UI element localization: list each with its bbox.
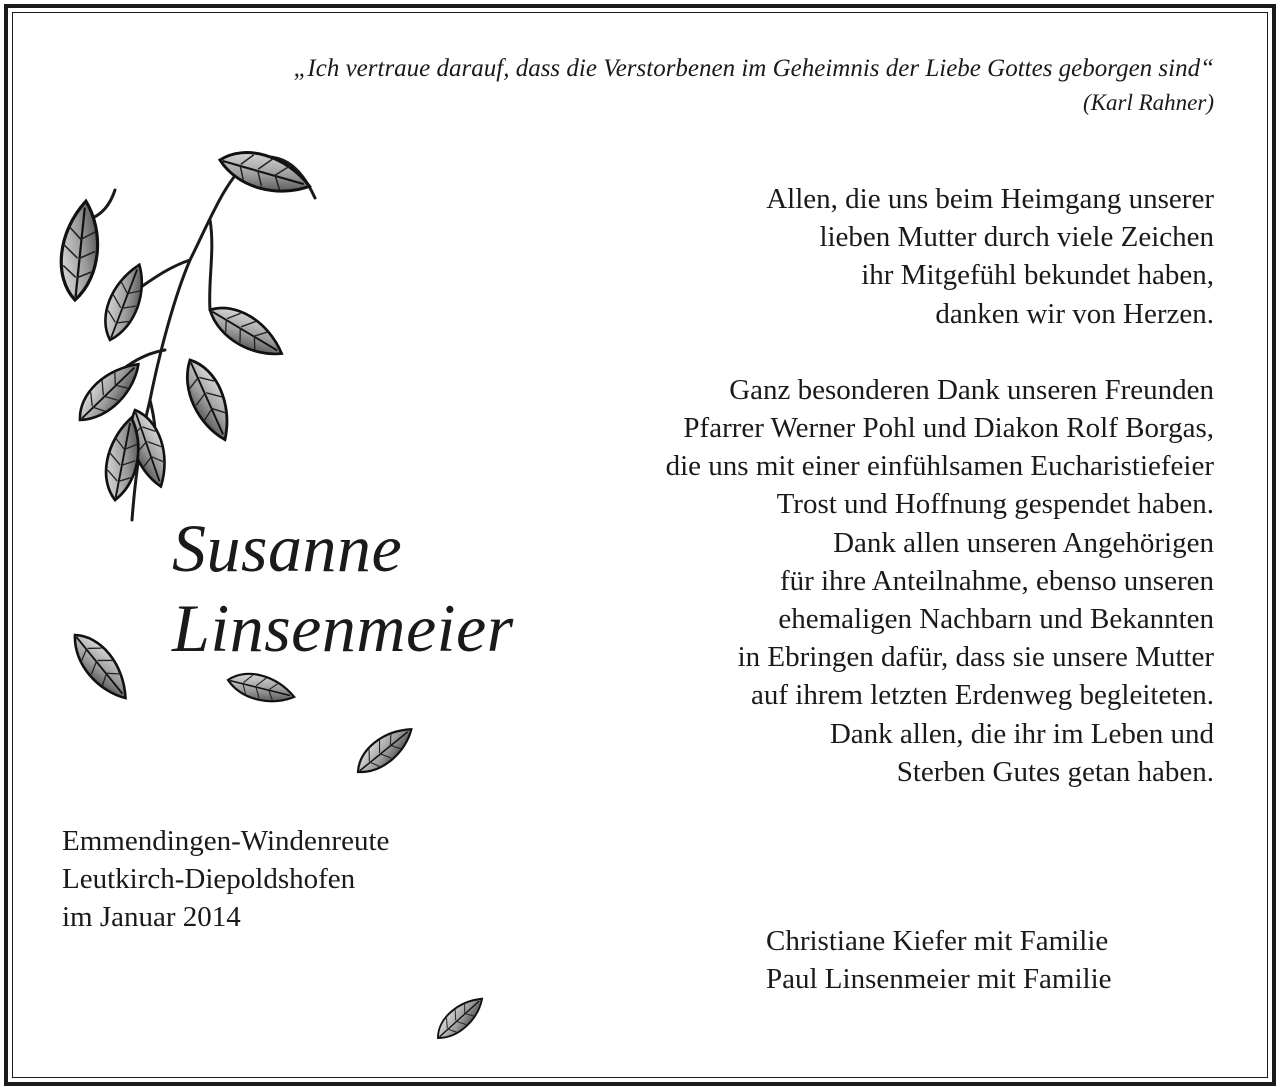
text-line: in Ebringen dafür, dass sie unsere Mutter [737, 641, 1214, 674]
thanks-paragraph-2 [514, 371, 1214, 791]
text-line: lieben Mutter durch viele Zeichen [819, 221, 1214, 254]
text-line: Ganz besonderen Dank unseren Freunden [729, 373, 1214, 406]
first-name: Susanne [172, 510, 403, 586]
text-line: Dank allen unseren Angehörigen [833, 526, 1214, 559]
text-line: die uns mit einer einfühlsamen Eucharistiefeier [665, 450, 1214, 483]
date-line: im Januar 2014 [62, 901, 241, 933]
thanks-paragraph-1 [514, 180, 1214, 333]
text-line: Sterben Gutes getan haben. [896, 755, 1214, 788]
thanks-text [514, 180, 1214, 791]
quote-block [64, 52, 1214, 120]
text-line: Trost und Hoffnung gespendet haben. [776, 488, 1214, 521]
last-name: Linsenmeier [172, 590, 514, 666]
signers [766, 922, 1112, 998]
text-line: Allen, die uns beim Heimgang unserer [766, 183, 1214, 215]
text-line: Dank allen, die ihr im Leben und [829, 717, 1214, 750]
text-line: für ihre Anteilnahme, ebenso unseren [779, 564, 1214, 597]
quote-author: (Karl Rahner) [1083, 90, 1214, 115]
text-line: ehemaligen Nachbarn und Bekannten [778, 603, 1214, 636]
place-line: Emmendingen-Windenreute [62, 825, 390, 857]
place-line: Leutkirch-Diepoldshofen [62, 863, 356, 895]
places-and-date [62, 822, 389, 936]
paragraph-gap [514, 333, 1214, 371]
text-line: Pfarrer Werner Pohl und Diakon Rolf Borgas, [683, 412, 1214, 445]
text-line: ihr Mitgefühl bekundet haben, [861, 259, 1214, 292]
signer-line: Christiane Kiefer mit Familie [766, 925, 1109, 957]
deceased-name [172, 508, 514, 668]
text-line: danken wir von Herzen. [935, 297, 1214, 330]
quote-text: „Ich vertraue darauf, dass die Verstorbenen im Geheimnis der Liebe Gottes geborgen sind“ [293, 55, 1214, 82]
signer-line: Paul Linsenmeier mit Familie [766, 963, 1112, 995]
text-line: auf ihrem letzten Erdenweg begleiteten. [751, 679, 1214, 712]
